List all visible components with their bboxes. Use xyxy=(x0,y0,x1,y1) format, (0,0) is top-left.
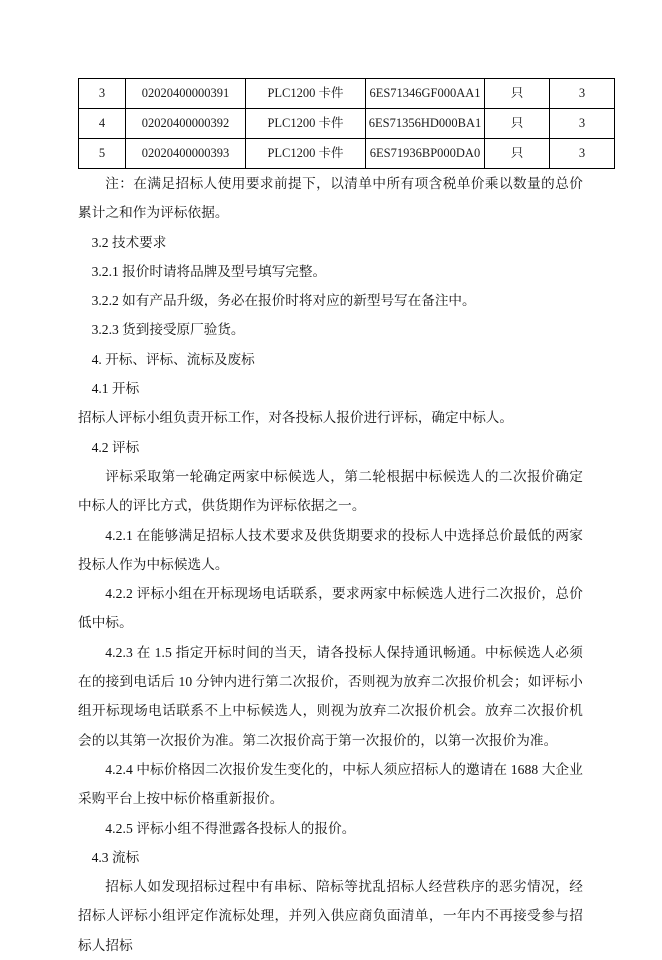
table-row xyxy=(79,79,615,109)
heading-4-2: 4.2 评标 xyxy=(91,439,140,455)
clause-3-2-1: 3.2.1 报价时请将品牌及型号填写完整。 xyxy=(91,263,327,279)
clause-4-2-3: 4.2.3 在 1.5 指定开标时间的当天，请各投标人保持通讯畅通。中标候选人必须在的接到电话后 10 分钟内进行第二次报价，否则视为放弃二次报价机会；如评标小组开标现场电话联系不上中标候选人，则视为放弃二次报价机会。放弃二次报价机会的以其第一次报价为准。第二次报价高于第一次报价的，以第一次报价为准。 xyxy=(78,644,583,748)
heading-3-2: 3.2 技术要求 xyxy=(91,234,167,250)
paragraph-4-1: 招标人评标小组负责开标工作，对各投标人报价进行评标，确定中标人。 xyxy=(78,410,513,426)
cell-unit: 只 xyxy=(485,109,550,139)
clause-4-2-1: 4.2.1 在能够满足招标人技术要求及供货期要求的投标人中选择总价最低的两家投标人作为中标候选人。 xyxy=(78,527,583,572)
cell-material-name: PLC1200 卡件 xyxy=(246,139,366,169)
cell-material-name: PLC1200 卡件 xyxy=(246,79,366,109)
cell-material-code: 02020400000393 xyxy=(126,139,246,169)
procurement-item-table xyxy=(78,78,615,169)
clause-4-2-4: 4.2.4 中标价格因二次报价发生变化的，中标人须应招标人的邀请在 1688 大企业采购平台上按中标价格重新报价。 xyxy=(78,761,583,807)
clause-4-2-2: 4.2.2 评标小组在开标现场电话联系，要求两家中标候选人进行二次报价，总价低中标。 xyxy=(78,586,583,631)
heading-4: 4. 开标、评标、流标及废标 xyxy=(91,351,255,367)
paragraph-4-3: 招标人如发现招标过程中有串标、陪标等扰乱招标人经营秩序的恶劣情况，经招标人评标小组评定作流标处理，并列入供应商负面清单，一年内不再接受参与招标人招标 xyxy=(78,879,583,953)
clause-3-2-3: 3.2.3 货到接受原厂验货。 xyxy=(91,322,245,338)
cell-material-code: 02020400000392 xyxy=(126,109,246,139)
cell-model: 6ES71356HD000BA1 xyxy=(366,109,485,139)
cell-material-code: 02020400000391 xyxy=(126,79,246,109)
cell-unit: 只 xyxy=(485,139,550,169)
heading-4-1: 4.1 开标 xyxy=(91,381,140,397)
table-row xyxy=(79,139,615,169)
table-row xyxy=(79,109,615,139)
heading-4-3: 4.3 流标 xyxy=(91,849,140,865)
cell-model: 6ES71346GF000AA1 xyxy=(366,79,485,109)
table-body xyxy=(79,79,615,169)
cell-unit: 只 xyxy=(485,79,550,109)
cell-material-name: PLC1200 卡件 xyxy=(246,109,366,139)
clause-3-2-2: 3.2.2 如有产品升级，务必在报价时将对应的新型号写在备注中。 xyxy=(91,293,476,309)
table-note: 注：在满足招标人使用要求前提下，以清单中所有项含税单价乘以数量的总价累计之和作为评标依据。 xyxy=(78,176,583,221)
cell-row-number: 4 xyxy=(79,109,126,139)
paragraph-4-2: 评标采取第一轮确定两家中标候选人，第二轮根据中标候选人的二次报价确定中标人的评比方式，供货期作为评标依据之一。 xyxy=(78,468,583,514)
cell-quantity: 3 xyxy=(550,79,615,109)
clause-4-2-5: 4.2.5 评标小组不得泄露各投标人的报价。 xyxy=(105,820,356,836)
cell-quantity: 3 xyxy=(550,139,615,169)
cell-row-number: 5 xyxy=(79,139,126,169)
cell-quantity: 3 xyxy=(550,109,615,139)
cell-model: 6ES71936BP000DA0 xyxy=(366,139,485,169)
cell-row-number: 3 xyxy=(79,79,126,109)
